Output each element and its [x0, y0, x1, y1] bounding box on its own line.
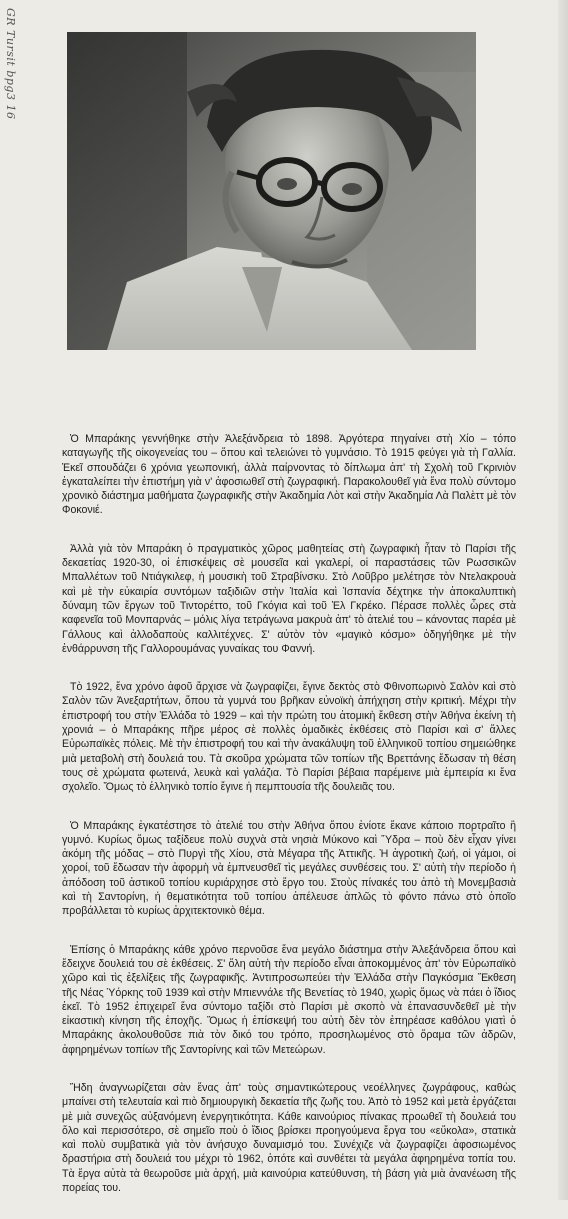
- paragraph-5: Ἐπίσης ὁ Μπαράκης κάθε χρόνο περνοῦσε ἕνα μεγάλο διάστημα στὴν Ἀλεξάνδρεια ὅπου καὶ ἔδειχνε δουλειά του σὲ ἐκθέσεις. Σ' ὅλη αὐτὴ τὴν περίοδο εἶναι ἀποκομμένος ἀπ' τὸν Εὐρωπαϊκὸ χῶρο καὶ τὶς ἐξελίξεις τῆς ζωγραφικῆς. Ἀντιπροσωπεύει τὴν Ἑλλάδα στὴν Παγκόσμια Ἔκθεση τῆς Νέας Ὑόρκης τοῦ 1939 καὶ στὴν Μπιεννάλε τῆς Βενετίας τὸ 1940, χωρὶς ὅμως νὰ πάει ὁ ἴδιος ἐκεῖ. Τὸ 1952 ἐπιχειρεῖ ἕνα σύντομο ταξίδι στὸ Παρίσι μὲ σκοπὸ νὰ ἐπανασυνδεθεῖ μὲ τὴν εἰκαστικὴ κίνηση τῆς ἐποχῆς. Ὅμως ἡ ἐπίσκεψή του αὐτὴ δὲν τὸν ἐπηρέασε καθόλου γιατὶ ὁ Μπαράκης ἀκολουθοῦσε πιὰ τὸν δικό του τρόπο, προσηλωμένος στὸ ὅραμα τῶν ἀδρῶν, ἀφηρημένων τοπίων τῆς Σαντορίνης καὶ τῶν Μετεώρων.: [62, 943, 516, 1056]
- portrait-photo: [67, 32, 476, 350]
- paragraph-3: Τὸ 1922, ἕνα χρόνο ἀφοῦ ἄρχισε νὰ ζωγραφίζει, ἔγινε δεκτὸς στὸ Φθινοπωρινὸ Σαλὸν καὶ στὸ Σαλὸν τῶν Ἀνεξαρτήτων, ὅπου τὰ γυμνά του βρῆκαν εὐνοϊκὴ ἀπήχηση στὴν κριτική. Μέχρι τὴν ἐπιστροφή του στὴν Ἑλλάδα τὸ 1929 – καὶ τὴν πρώτη του ἀτομικὴ ἔκθεση στὴν Ἀθήνα ἐκείνη τὴ χρονιά – ὁ Μπαράκης πῆρε μέρος σὲ πολλὲς ὁμαδικὲς ἐκθέσεις στὸ Παρίσι καὶ σ' ἄλλες Εὐρωπαϊκὲς πόλεις. Μὲ τὴν ἐπιστροφή του καὶ τὴν ἀνακάλυψη τοῦ ἑλληνικοῦ τοπίου σημειώθηκε μιὰ μεταβολὴ στὴ δουλειά του. Τὰ σκοῦρα χρώματα τῶν τοπίων τῆς Βρεττάνης ἔδωσαν τὴ θέση τους σὲ χρώματα φωτεινά, λευκὰ καὶ γαλάζια. Τὸ Παρίσι βέβαια παρέμεινε μιὰ ἐμπειρία κι ἕνα σχολεῖο. Ὅμως τὸ ἑλληνικὸ τοπίο ἔγινε ἡ πεμπτουσία τῆς δουλειᾶς του.: [62, 681, 516, 794]
- paragraph-1: Ὁ Μπαράκης γεννήθηκε στὴν Ἀλεξάνδρεια τὸ 1898. Ἀργότερα πηγαίνει στὴ Χίο – τόπο καταγωγῆς τῆς οἰκογενείας του – ὅπου καὶ τελειώνει τὸ γυμνάσιο. Τὸ 1915 φεύγει γιὰ τὴ Γαλλία. Ἐκεῖ σπουδάζει 6 χρόνια γεωπονική, ἀλλὰ παίρνοντας τὸ δίπλωμα ἀπ' τὴ Σχολὴ τοῦ Γκρινιὸν ἐγκαταλείπει τὴν ἐπιστήμη γιὰ ν' ἀφοσιωθεῖ στὴ ζωγραφική. Παρακολουθεῖ γιὰ ἕνα πολὺ σύντομο χρονικὸ διάστημα μαθήματα ζωγραφικῆς στὴν Ἀκαδημία Λὸτ καὶ στὴν Ἀκαδημία Λὰ Παλὲττ μὲ τὸν Φοκονιέ.: [62, 433, 516, 517]
- portrait-photo-image: [67, 32, 476, 350]
- paragraph-4: Ὁ Μπαράκης ἐγκατέστησε τὸ ἀτελιέ του στὴν Ἀθήνα ὅπου ἐνίοτε ἔκανε κάποιο πορτραῖτο ἢ γυμνό. Κυρίως ὅμως ταξίδευε πολὺ συχνὰ στὰ νησιὰ Μύκονο καὶ Ὕδρα – ποὺ δὲν εἶχαν γίνει ἀκόμη τῆς μόδας – στὸ Πυργὶ τῆς Χίου, στὰ Μέγαρα τῆς Ἀττικῆς. Ἡ ἀγροτικὴ ζωή, οἱ γάμοι, οἱ χοροί, τοῦ ἔδωσαν τὴν ἀφορμὴ νὰ ἐμπνευσθεῖ τὶς μεγάλες συνθέσεις του. Σ' αὐτὴ τὴν περίοδο ἡ ἀπόδοση τοῦ ἀστικοῦ τοπίου κυριάρχησε στὸ ἔργο του. Στοὺς πίνακές του ἀπὸ τὴ Μονεμβασιὰ καὶ τὴ Σαντορίνη, ἡ θεματικότητα τοῦ τοπίου ἀπέλευσε ἁπλῶς τὸ φόντο πάνω στὸ ὁποῖο προβάλλεται τὸ κυρίως ἀρχιτεκτονικὸ θέμα.: [62, 819, 516, 918]
- biography-text: [62, 432, 516, 1219]
- page-edge: [558, 0, 568, 1200]
- paragraph-2: Ἀλλὰ γιὰ τὸν Μπαράκη ὁ πραγματικὸς χῶρος μαθητείας στὴ ζωγραφικὴ ἦταν τὸ Παρίσι τῆς δεκαετίας 1920-30, οἱ ἐπισκέψεις σὲ μουσεῖα καὶ γκαλερί, οἱ παραστάσεις τῶν Ρωσσικῶν Μπαλλέτων τοῦ Ντιάγκιλεφ, ἡ μουσικὴ τοῦ Στραβίνσκυ. Στὸ Λοῦβρο μελέτησε τὸν Ντελακρουὰ καὶ μὲ τὴν εὐκαιρία συντόμων ταξιδιῶν στὴν Ἰταλία καὶ Ἰσπανία δέχτηκε τὴν ἀποκαλυπτικὴ δύναμη τῶν ἔργων τοῦ Τιντορέττο, τοῦ Γκόγια καὶ τοῦ Ἐλ Γκρέκο. Πέρασε πολλὲς ὧρες στὰ καφενεῖα τοῦ Μονπαρνάς – μόλις λίγα τετράγωνα μακρυὰ ἀπ' τὸ ἀτελιέ του – κάνοντας παρέα μὲ Γάλλους καὶ ἀλλοδαποὺς καλλιτέχνες. Σ' αὐτὸν τὸν «μαγικὸ κόσμο» ὁδηγήθηκε μὲ τὴν ἐνθάρρυνση τῆς Γαλλορουμάνας γυναίκας του Φαννή.: [62, 542, 516, 655]
- handwritten-shelf-mark: GR Tursit bpg3 16: [4, 8, 17, 120]
- paragraph-6: Ἤδη ἀναγνωρίζεται σὰν ἕνας ἀπ' τοὺς σημαντικώτερους νεοέλληνες ζωγράφους, καθὼς μπαίνει στὴ τελευταία καὶ πιὸ δημιουργικὴ δεκαετία τῆς ζωῆς του. Ἀπὸ τὸ 1952 καὶ μετὰ ἐργάζεται μὲ μιὰ συνεχῶς αὐξανόμενη ἐνεργητικότητα. Κάθε καινούριος πίνακας προωθεῖ τὴ δουλειά του ὅλο καὶ περισσότερο, σὲ σημεῖο ποὺ ὁ ἴδιος βρίσκει προηγούμενα ἔργα του «εὔκολα», στατικὰ καὶ πολὺ συμβατικὰ γιὰ τὸν ἀνήσυχο δυναμισμό του. Συνέχιζε νὰ ζωγραφίζει ἀφοσιωμένος δραστήρια στὴ δουλειά του μέχρι τὸ 1962, ὁπότε καὶ συνθέτει τὰ μεγάλα ἀφηρημένα τοπία του. Τὰ ἔργα αὐτὰ τὰ θεωροῦσε μιὰ ἀρχή, μιὰ καινούρια κατεύθυνση, τὴ βάση γιὰ μιὰ ἀνανέωση τῆς πορείας του.: [62, 1081, 516, 1195]
